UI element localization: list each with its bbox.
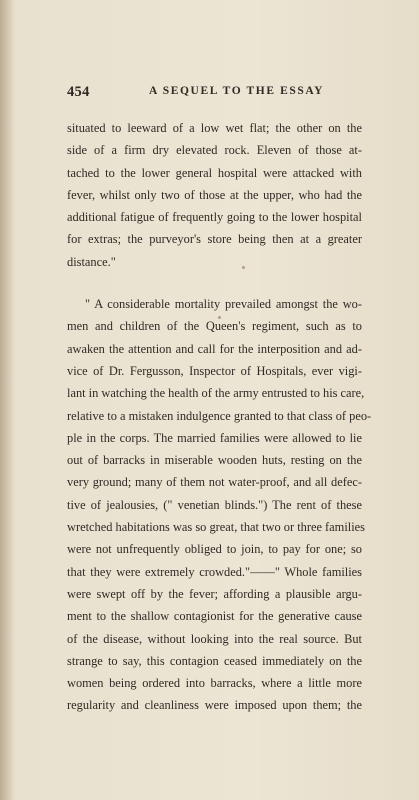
text-line: of the disease, without looking into the real source. But (67, 631, 362, 646)
text-line: out of barracks in miserable wooden huts, resting on the (67, 453, 362, 468)
text-line: that they were extremely crowded."——" Whole families (67, 564, 362, 579)
text-line: vice of Dr. Fergusson, Inspector of Hospitals, ever vigi- (67, 363, 362, 378)
page-number: 454 (67, 84, 90, 100)
text-line: relative to a mistaken indulgence granted to that class of peo- (67, 408, 372, 423)
text-line: strange to say, this contagion ceased immediately on the (67, 653, 362, 668)
paper-speck (242, 266, 245, 269)
page-header (67, 84, 360, 104)
text-line: regularity and cleanliness were imposed upon them; the (67, 698, 362, 713)
text-line: were swept off by the fever; affording a plausible argu- (67, 586, 362, 601)
text-line: additional fatigue of frequently going to the lower hospital (67, 210, 362, 225)
text-line: side of a firm dry elevated rock. Eleven of those at- (67, 143, 362, 158)
text-line: lant in watching the health of the army entrusted to his care, (67, 386, 365, 401)
text-line: were not unfrequently obliged to join, to pay for one; so (67, 542, 362, 557)
text-line: " A considerable mortality prevailed amongst the wo- (85, 297, 362, 312)
running-title: A SEQUEL TO THE ESSAY (149, 85, 325, 97)
text-line: tive of jealousies, (" venetian blinds.") The rent of these (67, 497, 362, 512)
text-line: women being ordered into barracks, where a little more (67, 676, 362, 691)
text-line: tached to the lower general hospital were attacked with (67, 165, 362, 180)
text-line: situated to leeward of a low wet flat; the other on the (67, 121, 362, 135)
text-line: ment to the shallow contagionist for the generative cause (67, 609, 362, 624)
text-line: fever, whilst only two of those at the upper, who had the (67, 187, 362, 202)
paragraph-1 (67, 117, 362, 273)
paragraph-gap (67, 273, 362, 293)
text-line: distance." (67, 254, 116, 269)
page-body (67, 117, 372, 717)
paper-speck (218, 316, 221, 319)
text-line: awaken the attention and call for the interposition and ad- (67, 341, 362, 356)
text-line: very ground; many of them not water-proof, and all defec- (67, 475, 362, 490)
spine-shadow (0, 0, 14, 800)
paragraph-2 (67, 293, 372, 717)
text-line: ple in the corps. The married families were allowed to lie (67, 430, 362, 445)
text-line: men and children of the Queen's regiment, such as to (67, 319, 362, 334)
text-line: for extras; the purveyor's store being then at a greater (67, 232, 362, 247)
text-line: wretched habitations was so great, that two or three families (67, 520, 365, 535)
